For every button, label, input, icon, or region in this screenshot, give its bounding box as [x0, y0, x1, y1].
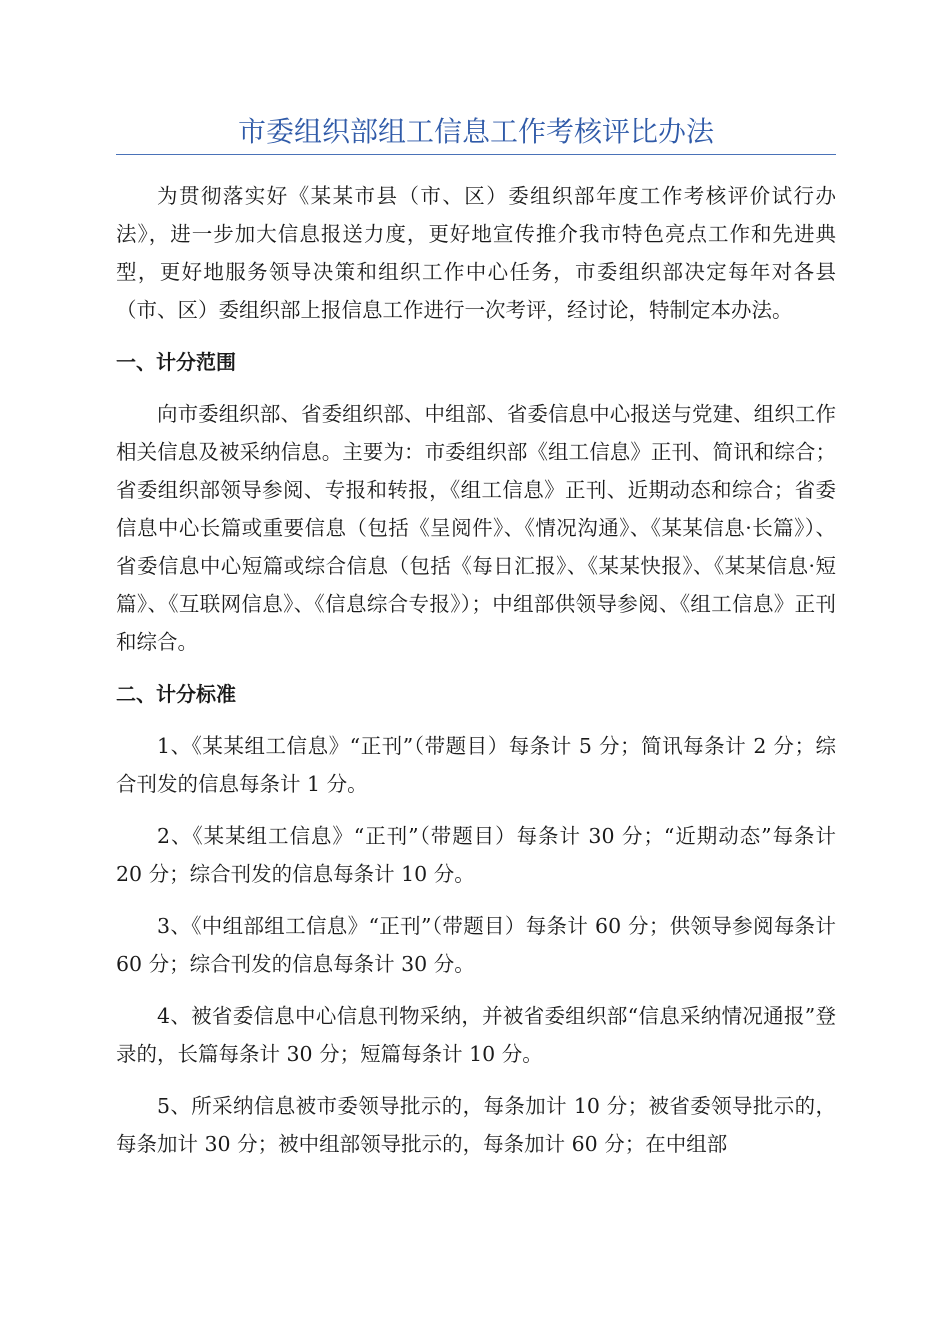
- title-underline: [116, 154, 836, 155]
- standard-item-2: 2、《某某组工信息》“正刊”（带题目）每条计 30 分；“近期动态”每条计 20 分；综合刊发的信息每条计 10 分。: [116, 824, 836, 886]
- section-heading-scoring-standard: 二、计分标准: [116, 682, 236, 706]
- section-heading-scoring-scope: 一、计分范围: [116, 350, 236, 374]
- standard-item-5: 5、所采纳信息被市委领导批示的，每条加计 10 分；被省委领导批示的，每条加计 30 分；被中组部领导批示的，每条加计 60 分；在中组部: [116, 1094, 836, 1156]
- standard-item-4: 4、被省委信息中心信息刊物采纳，并被省委组织部“信息采纳情况通报”登录的，长篇每条计 30 分；短篇每条计 10 分。: [116, 1004, 836, 1066]
- section-body-scoring-scope: 向市委组织部、省委组织部、中组部、省委信息中心报送与党建、组织工作相关信息及被采纳信息。主要为：市委组织部《组工信息》正刊、简讯和综合；省委组织部领导参阅、专报和转报，《组工信息》正刊、近期动态和综合；省委信息中心长篇或重要信息（包括《呈阅件》、《情况沟通》、《某某信息·长篇》）、省委信息中心短篇或综合信息（包括《每日汇报》、《某某快报》、《某某信息·短篇》、《互联网信息》、《信息综合专报》）；中组部供领导参阅、《组工信息》正刊和综合。: [116, 402, 836, 654]
- document-page: [116, 112, 836, 1177]
- intro-paragraph: 为贯彻落实好《某某市县（市、区）委组织部年度工作考核评价试行办法》，进一步加大信息报送力度，更好地宣传推介我市特色亮点工作和先进典型，更好地服务领导决策和组织工作中心任务，市委组织部决定每年对各县（市、区）委组织部上报信息工作进行一次考评，经讨论，特制定本办法。: [116, 184, 836, 322]
- standard-item-1: 1、《某某组工信息》“正刊”（带题目）每条计 5 分；简讯每条计 2 分；综合刊发的信息每条计 1 分。: [116, 734, 836, 796]
- document-title: 市委组织部组工信息工作考核评比办法: [237, 115, 714, 148]
- standard-item-3: 3、《中组部组工信息》“正刊”（带题目）每条计 60 分；供领导参阅每条计 60 分；综合刊发的信息每条计 30 分。: [116, 914, 836, 976]
